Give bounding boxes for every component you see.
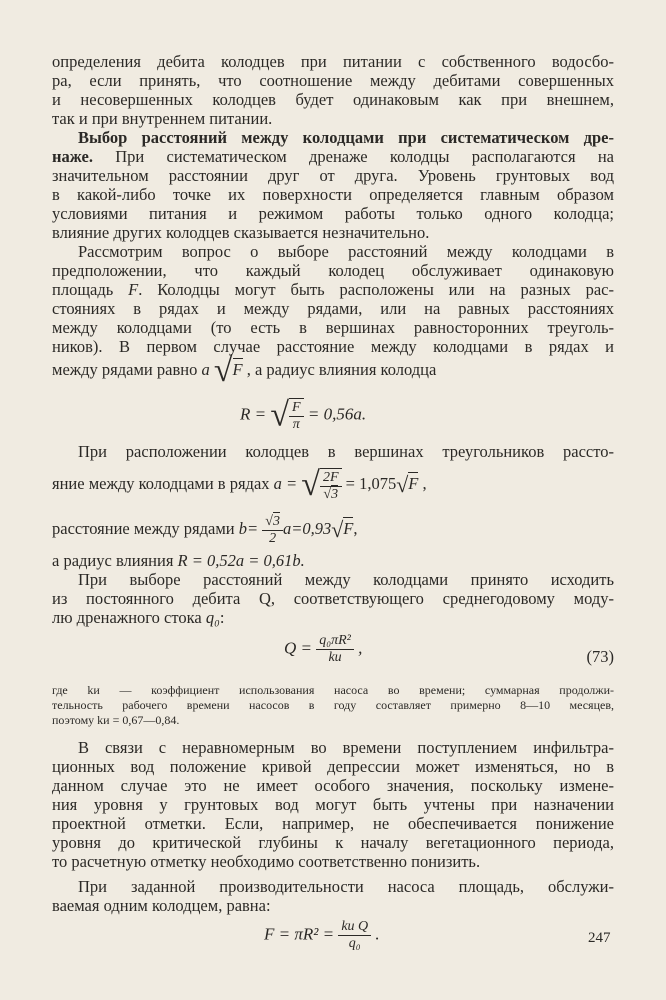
section-heading-line: Выбор расстояний между колодцами при систематическом дре- [78, 128, 614, 147]
note-line: тельность рабочего времени насосов в году составляет примерно 8—10 месяцев, [52, 698, 614, 712]
paragraph-line: При заданной производительности насоса площадь, обслужи- [78, 877, 614, 896]
paragraph-line: данном случае это не имеет особого значения, поскольку измене- [52, 776, 614, 795]
note-line: где kи — коэффициент использования насоса во времени; суммарная продолжи- [52, 683, 614, 697]
paragraph-line: определения дебита колодцев при питании с собственного водосбо- [52, 52, 614, 71]
paragraph-line: При выборе расстояний между колодцами принято исходить [78, 570, 614, 589]
paragraph-line: а радиус влияния R = 0,52a = 0,61b. [52, 551, 305, 570]
paragraph-line: стояниях в рядах и между рядами, или на равных расстояниях [52, 299, 614, 318]
formula-line-b: расстояние между рядами b= $\frac{√3}{2}$ a=0,93√F, [52, 513, 358, 546]
paragraph-line: и несовершенных колодцев будет одинаковым как при внешнем, [52, 90, 614, 109]
paragraph-line: из постоянного дебита Q, соответствующего среднегодовому моду- [52, 589, 614, 608]
paragraph-line: ционных вод положение кривой депрессии может изменяться, но в [52, 757, 614, 776]
equation-number: (73) [586, 647, 614, 666]
paragraph-line: ра, если принять, что соотношение между дебитами совершенных [52, 71, 614, 90]
paragraph-line: условиями питания и режимом работы только одного колодца; [52, 204, 614, 223]
paragraph-line: так и при внутреннем питании. [52, 109, 273, 128]
paragraph-line: При расположении колодцев в вершинах треугольников рассто- [78, 442, 614, 461]
paragraph-line: лю дренажного стока q₀: [52, 608, 225, 627]
page-number: 247 [588, 930, 611, 946]
paragraph-line: уровня до критической глубины к началу вегетационного периода, [52, 833, 614, 852]
paragraph-line: площадь F. Колодцы могут быть расположены или на разных рас- [52, 280, 614, 299]
paragraph-line: ников). В первом случае расстояние между колодцами в рядах и [52, 337, 614, 356]
paragraph-line: проектной отметки. Если, например, не обеспечивается понижение [52, 814, 614, 833]
paragraph-line: влияние других колодцев сказывается незначительно. [52, 223, 430, 242]
formula-radius: R = √ $\frac{F}{\pi}$ = 0,56a. [240, 396, 367, 434]
formula-area: F = πR² = $\frac{\text{kи Q}}{\text{q₀}}$ . [264, 919, 380, 951]
page-body [52, 52, 614, 965]
paragraph-line: между колодцами (то есть в вершинах равносторонних треуголь- [52, 318, 614, 337]
paragraph-line: предположении, что каждый колодец обслуживает одинаковую [52, 261, 614, 280]
formula-73: Q = $\frac{\text{q₀πR²}}{kи}$ , (73) [284, 633, 614, 666]
paragraph-line: в какой-либо точке их поверхности определяется главным образом [52, 185, 614, 204]
note-line: поэтому kи = 0,67—0,84. [52, 713, 180, 727]
paragraph-line: между рядами равно a √F , а радиус влияния колодца [52, 352, 437, 389]
paragraph-line: ваемая одним колодцем, равна: [52, 896, 271, 915]
paragraph-line: В связи с неравномерным во времени поступлением инфильтра- [78, 738, 614, 757]
paragraph-line: наже. При систематическом дренаже колодцы располагаются на [52, 147, 614, 166]
formula-line-a: яние между колодцами в рядах a = √ $\frac{2F}{√3}$ = 1,075√F , [52, 466, 427, 504]
paragraph-line: то расчетную отметку необходимо соответственно понизить. [52, 852, 481, 871]
paragraph-line: ния уровня у грунтовых вод могут быть учтены при назначении [52, 795, 614, 814]
paragraph-line: значительном расстоянии друг от друга. Уровень грунтовых вод [52, 166, 614, 185]
paragraph-line: Рассмотрим вопрос о выборе расстояний между колодцами в [78, 242, 614, 261]
